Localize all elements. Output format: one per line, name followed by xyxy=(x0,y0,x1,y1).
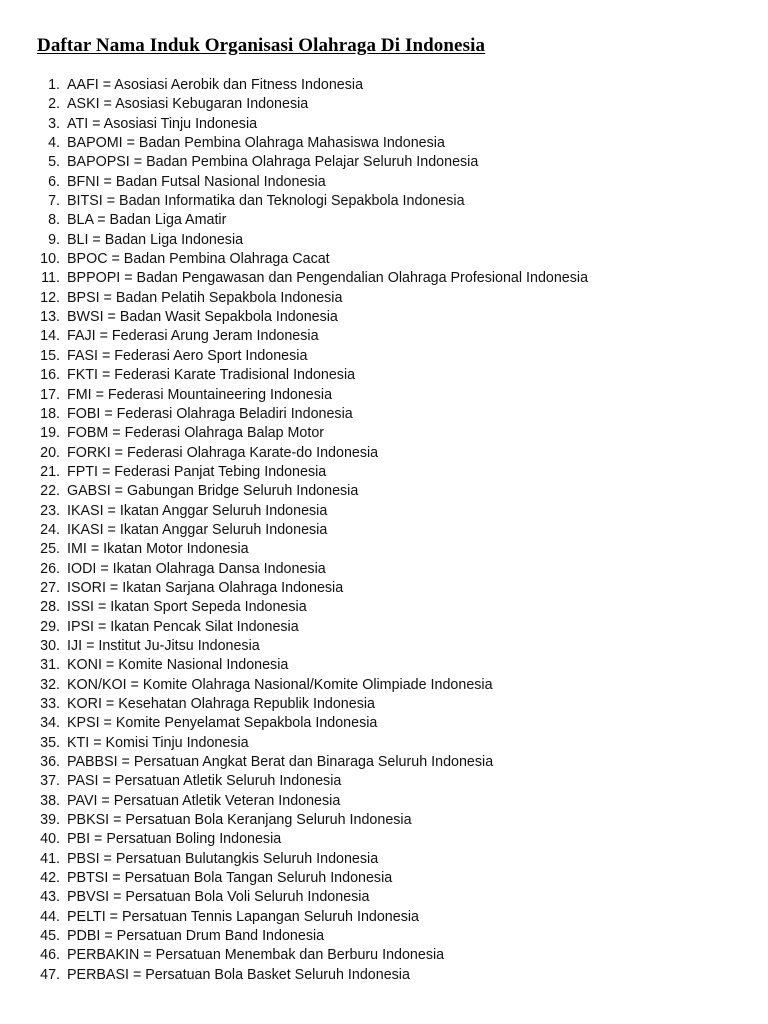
list-item-text: PBTSI = Persatuan Bola Tangan Seluruh Indonesia xyxy=(67,870,393,887)
list-item-number: 47. xyxy=(40,966,60,983)
list-item-text: IJI = Institut Ju-Jitsu Indonesia xyxy=(67,637,260,654)
list-item-text: BAPOMI = Badan Pembina Olahraga Mahasiswa Indonesia xyxy=(67,135,445,152)
list-item-number: 23. xyxy=(40,502,60,519)
list-item-text: FPTI = Federasi Panjat Tebing Indonesia xyxy=(67,463,327,480)
list-item-number: 45. xyxy=(40,928,60,945)
list-item-number: 41. xyxy=(40,850,60,867)
list-item-text: IPSI = Ikatan Pencak Silat Indonesia xyxy=(67,618,299,635)
list-item-number: 38. xyxy=(40,792,60,809)
list-item-number: 30. xyxy=(40,637,60,654)
list-item-number: 19. xyxy=(40,425,60,442)
list-item-number: 1. xyxy=(48,77,60,93)
list-item-text: PELTI = Persatuan Tennis Lapangan Seluruh Indonesia xyxy=(67,908,419,925)
list-item-text: BPOC = Badan Pembina Olahraga Cacat xyxy=(67,251,330,268)
list-item-number: 42. xyxy=(40,870,60,887)
list-item-text: PBVSI = Persatuan Bola Voli Seluruh Indonesia xyxy=(67,889,370,906)
list-item-text: IODI = Ikatan Olahraga Dansa Indonesia xyxy=(67,560,326,577)
list-item-number: 10. xyxy=(40,251,60,268)
list-item-text: PABBSI = Persatuan Angkat Berat dan Binaraga Seluruh Indonesia xyxy=(67,754,494,771)
list-item-number: 26. xyxy=(40,560,60,577)
list-item-text: ASKI = Asosiasi Kebugaran Indonesia xyxy=(67,96,309,113)
list-item-number: 27. xyxy=(40,579,60,596)
list-item-text: BPPOPI = Badan Pengawasan dan Pengendalian Olahraga Profesional Indonesia xyxy=(67,270,589,287)
list-item-number: 7. xyxy=(48,193,60,210)
list-item-text: BPSI = Badan Pelatih Sepakbola Indonesia xyxy=(67,289,343,306)
list-item-number: 9. xyxy=(48,231,60,248)
list-item-text: IKASI = Ikatan Anggar Seluruh Indonesia xyxy=(67,521,328,538)
list-item-number: 11. xyxy=(41,270,60,287)
list-item-text: PERBASI = Persatuan Bola Basket Seluruh Indonesia xyxy=(67,966,410,983)
list-item-text: KTI = Komisi Tinju Indonesia xyxy=(67,734,249,751)
list-item-text: BLI = Badan Liga Indonesia xyxy=(67,231,244,248)
list-item-text: PERBAKIN = Persatuan Menembak dan Berburu Indonesia xyxy=(67,947,445,964)
list-item-number: 4. xyxy=(48,135,60,152)
list-item-number: 13. xyxy=(40,309,60,326)
list-item-text: KONI = Komite Nasional Indonesia xyxy=(67,657,289,674)
list-item-number: 2. xyxy=(48,96,60,113)
list-item-number: 5. xyxy=(48,154,60,171)
list-item-text: PBI = Persatuan Boling Indonesia xyxy=(67,831,282,848)
list-item-text: KPSI = Komite Penyelamat Sepakbola Indonesia xyxy=(67,715,378,732)
list-item-text: BAPOPSI = Badan Pembina Olahraga Pelajar Seluruh Indonesia xyxy=(67,154,479,171)
list-item-text: PBKSI = Persatuan Bola Keranjang Seluruh Indonesia xyxy=(67,812,412,829)
list-item-text: BLA = Badan Liga Amatir xyxy=(67,212,227,229)
list-item-number: 28. xyxy=(40,599,60,616)
list-item-text: PBSI = Persatuan Bulutangkis Seluruh Indonesia xyxy=(67,850,379,867)
list-item-text: FOBM = Federasi Olahraga Balap Motor xyxy=(67,425,325,442)
list-item-number: 33. xyxy=(40,696,60,712)
list-item-text: PAVI = Persatuan Atletik Veteran Indonesia xyxy=(67,792,341,809)
list-item-text: KORI = Kesehatan Olahraga Republik Indonesia xyxy=(67,696,375,712)
list-item-text: BWSI = Badan Wasit Sepakbola Indonesia xyxy=(67,309,338,326)
list-item-text: ISORI = Ikatan Sarjana Olahraga Indonesia xyxy=(67,579,344,596)
list-item-number: 39. xyxy=(40,812,60,829)
list-item-number: 12. xyxy=(40,289,60,306)
list-item-number: 31. xyxy=(40,657,60,674)
list-item-number: 46. xyxy=(40,947,60,964)
list-item-number: 44. xyxy=(40,908,60,925)
list-item-text: FORKI = Federasi Olahraga Karate-do Indonesia xyxy=(67,444,379,461)
list-item-number: 16. xyxy=(40,367,60,384)
list-item-number: 34. xyxy=(40,715,60,732)
list-item-number: 43. xyxy=(40,889,60,906)
list-item-number: 40. xyxy=(40,831,60,848)
list-item-number: 15. xyxy=(40,347,60,364)
list-item-text: BFNI = Badan Futsal Nasional Indonesia xyxy=(67,173,326,190)
list-item-text: BITSI = Badan Informatika dan Teknologi Sepakbola Indonesia xyxy=(67,193,465,210)
list-item-text: FOBI = Federasi Olahraga Beladiri Indonesia xyxy=(67,405,353,422)
list-item-text: FASI = Federasi Aero Sport Indonesia xyxy=(67,347,308,364)
list-item-text: IKASI = Ikatan Anggar Seluruh Indonesia xyxy=(67,502,328,519)
list-item-number: 37. xyxy=(40,773,60,790)
list-item-text: FAJI = Federasi Arung Jeram Indonesia xyxy=(67,328,319,345)
list-item-number: 36. xyxy=(40,754,60,771)
list-item-number: 24. xyxy=(40,521,60,538)
list-item-text: KON/KOI = Komite Olahraga Nasional/Komite Olimpiade Indonesia xyxy=(67,676,493,693)
list-item-number: 32. xyxy=(40,676,60,693)
list-item-text: PASI = Persatuan Atletik Seluruh Indonesia xyxy=(67,773,342,790)
list-item-number: 20. xyxy=(40,444,60,461)
list-item-text: PDBI = Persatuan Drum Band Indonesia xyxy=(67,928,325,945)
list-item-text: ATI = Asosiasi Tinju Indonesia xyxy=(67,115,258,132)
list-item-text: ISSI = Ikatan Sport Sepeda Indonesia xyxy=(67,599,307,616)
document-title: Daftar Nama Induk Organisasi Olahraga Di Indonesia xyxy=(37,35,486,56)
list-item-number: 25. xyxy=(40,541,60,558)
list-item-number: 22. xyxy=(40,483,60,500)
list-item-number: 29. xyxy=(40,618,60,635)
list-item-text: AAFI = Asosiasi Aerobik dan Fitness Indonesia xyxy=(67,77,364,93)
list-item-text: GABSI = Gabungan Bridge Seluruh Indonesia xyxy=(67,483,359,500)
list-item-number: 3. xyxy=(48,115,60,132)
list-item-number: 21. xyxy=(40,463,60,480)
list-item-number: 35. xyxy=(40,734,60,751)
list-item-number: 6. xyxy=(48,173,60,190)
list-item-text: FMI = Federasi Mountaineering Indonesia xyxy=(67,386,333,403)
list-item-number: 8. xyxy=(48,212,60,229)
list-item-number: 18. xyxy=(40,405,60,422)
list-item-number: 14. xyxy=(40,328,60,345)
list-item-text: IMI = Ikatan Motor Indonesia xyxy=(67,541,249,558)
list-item-text: FKTI = Federasi Karate Tradisional Indonesia xyxy=(67,367,356,384)
list-item-number: 17. xyxy=(40,386,60,403)
